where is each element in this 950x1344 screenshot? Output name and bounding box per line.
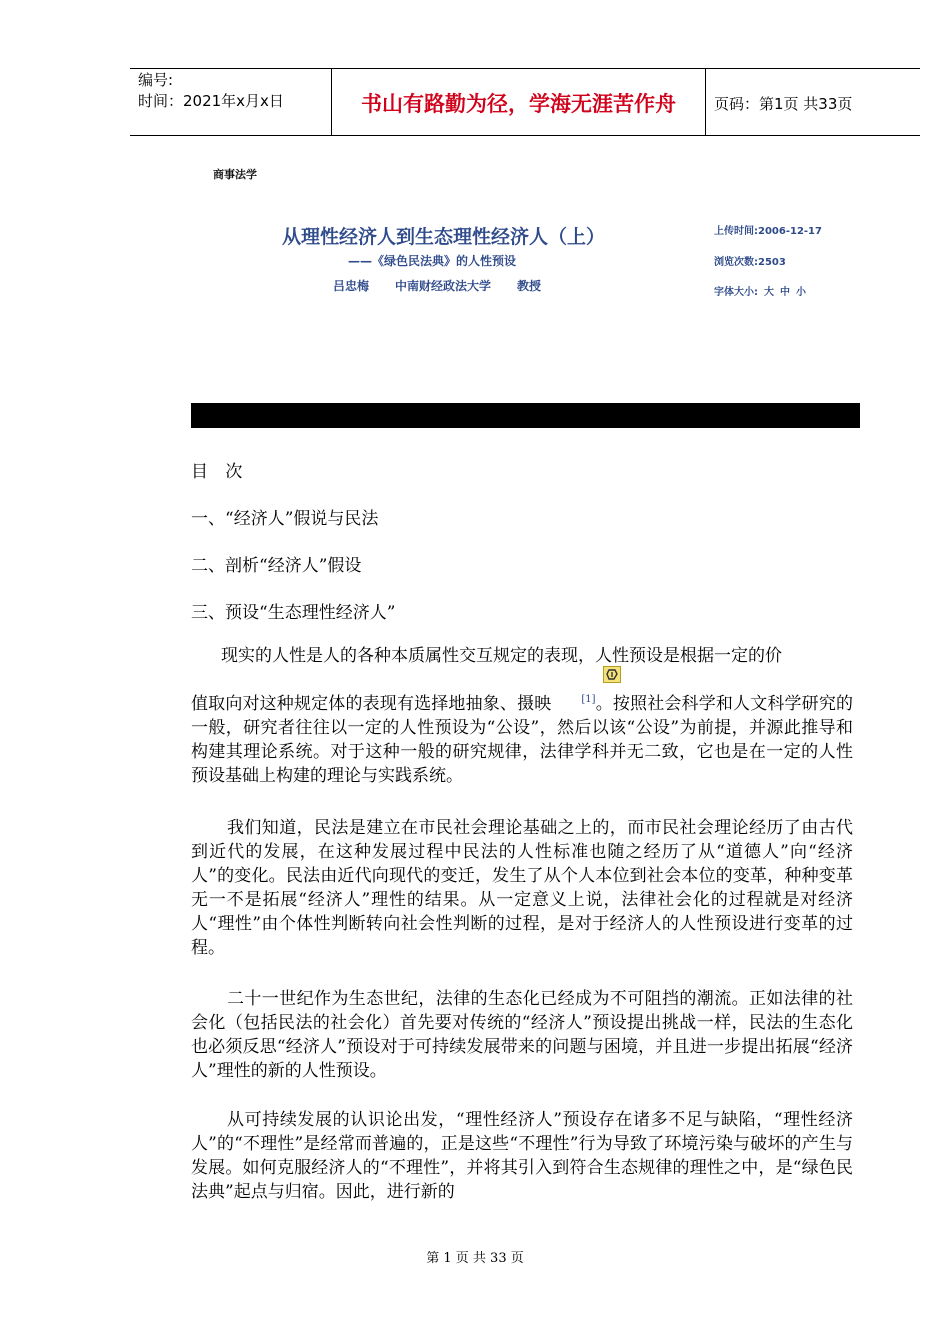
- author-line: [333, 277, 567, 294]
- header-motto: 书山有路勤为径，学海无涯苦作舟: [361, 92, 676, 116]
- header-bottom-rule: [130, 135, 920, 136]
- paragraph-3: 二十一世纪作为生态世纪，法律的生态化已经成为不可阻挡的潮流。正如法律的社会化（包括民法的社会化）首先要对传统的“经济人”预设提出挑战一样，民法的生态化也必须反思“经济人”预设对于可持续发展带来的问题与困境，并且进一步提出拓展“经济人”理性的新的人性预设。: [191, 989, 853, 1081]
- toc-item: 二、剖析“经济人”假设: [191, 556, 362, 576]
- article-title: 从理性经济人到生态理性经济人（上）: [282, 226, 606, 248]
- number-label: 编号:: [138, 71, 174, 89]
- black-banner: [191, 403, 860, 428]
- header-divider-right: [705, 68, 706, 136]
- upload-time: 上传时间:2006-12-17: [714, 226, 822, 237]
- paragraph-1-part-a: 值取向对这种规定体的表现有选择地抽象、摄映: [191, 694, 552, 714]
- paragraph-1-part-b: 。按照社会科学和人文科学研究的一般，研究者往往以一定的人性预设为“公设”，然后以该“公设”为前提，并源此推导和构建其理论系统。对于这种一般的研究规律，法律学科并无二致，它也是在一定的人性预设基础上构建的理论与实践系统。: [191, 694, 854, 786]
- font-size-label: 字体大小:: [714, 287, 758, 298]
- paragraph-4: 从可持续发展的认识论出发，“理性经济人”预设存在诸多不足与缺陷，“理性经济人”的“不理性”是经常而普遍的，正是这些“不理性”行为导致了环境污染与破坏的产生与发展。如何克服经济人的“不理性”，并将其引入到符合生态规律的理性之中，是“绿色民法典”起点与归宿。因此，进行新的: [191, 1110, 853, 1202]
- author-institution: 中南财经政法大学: [395, 279, 492, 293]
- header-info: [138, 70, 284, 112]
- author-name: 吕忠梅: [333, 279, 370, 293]
- paragraph-1-line-1: 现实的人性是人的各种本质属性交互规定的表现，人性预设是根据一定的价: [221, 646, 782, 666]
- toc-item: 三、预设“生态理性经济人”: [191, 603, 396, 623]
- toc-item: 一、“经济人”假说与民法: [191, 509, 379, 529]
- article-subtitle: ——《绿色民法典》的人性预设: [348, 254, 517, 268]
- header-page-code: 页码：第1页 共33页: [714, 95, 853, 113]
- font-size-control: [714, 283, 806, 298]
- view-count: 浏览次数:2503: [714, 257, 786, 268]
- page-footer: 第 1 页 共 33 页: [426, 1251, 524, 1266]
- font-size-small[interactable]: 小: [796, 287, 806, 298]
- time-label: 时间：2021年x月x日: [138, 92, 284, 110]
- category-label[interactable]: 商事法学: [213, 168, 257, 181]
- paragraph-1-rest: [191, 692, 853, 788]
- footnote-ref-link[interactable]: [1]: [581, 694, 596, 705]
- toc-heading: 目 次: [191, 462, 249, 482]
- font-size-medium[interactable]: 中: [780, 287, 790, 298]
- author-position: 教授: [517, 279, 542, 293]
- font-size-large[interactable]: 大: [764, 287, 774, 298]
- attachment-icon[interactable]: [603, 666, 621, 683]
- header-top-rule: [130, 68, 920, 69]
- paragraph-2: 我们知道，民法是建立在市民社会理论基础之上的，而市民社会理论经历了由古代到近代的发展，在这种发展过程中民法的人性标准也随之经历了从“道德人”向“经济人”的变化。民法由近代向现代的变迁，发生了从个人本位到社会本位的变革，种种变革无一不是拓展“经济人”理性的结果。从一定意义上说，法律社会化的过程就是对经济人“理性”由个体性判断转向社会性判断的过程，是对于经济人的人性预设进行变革的过程。: [191, 818, 853, 958]
